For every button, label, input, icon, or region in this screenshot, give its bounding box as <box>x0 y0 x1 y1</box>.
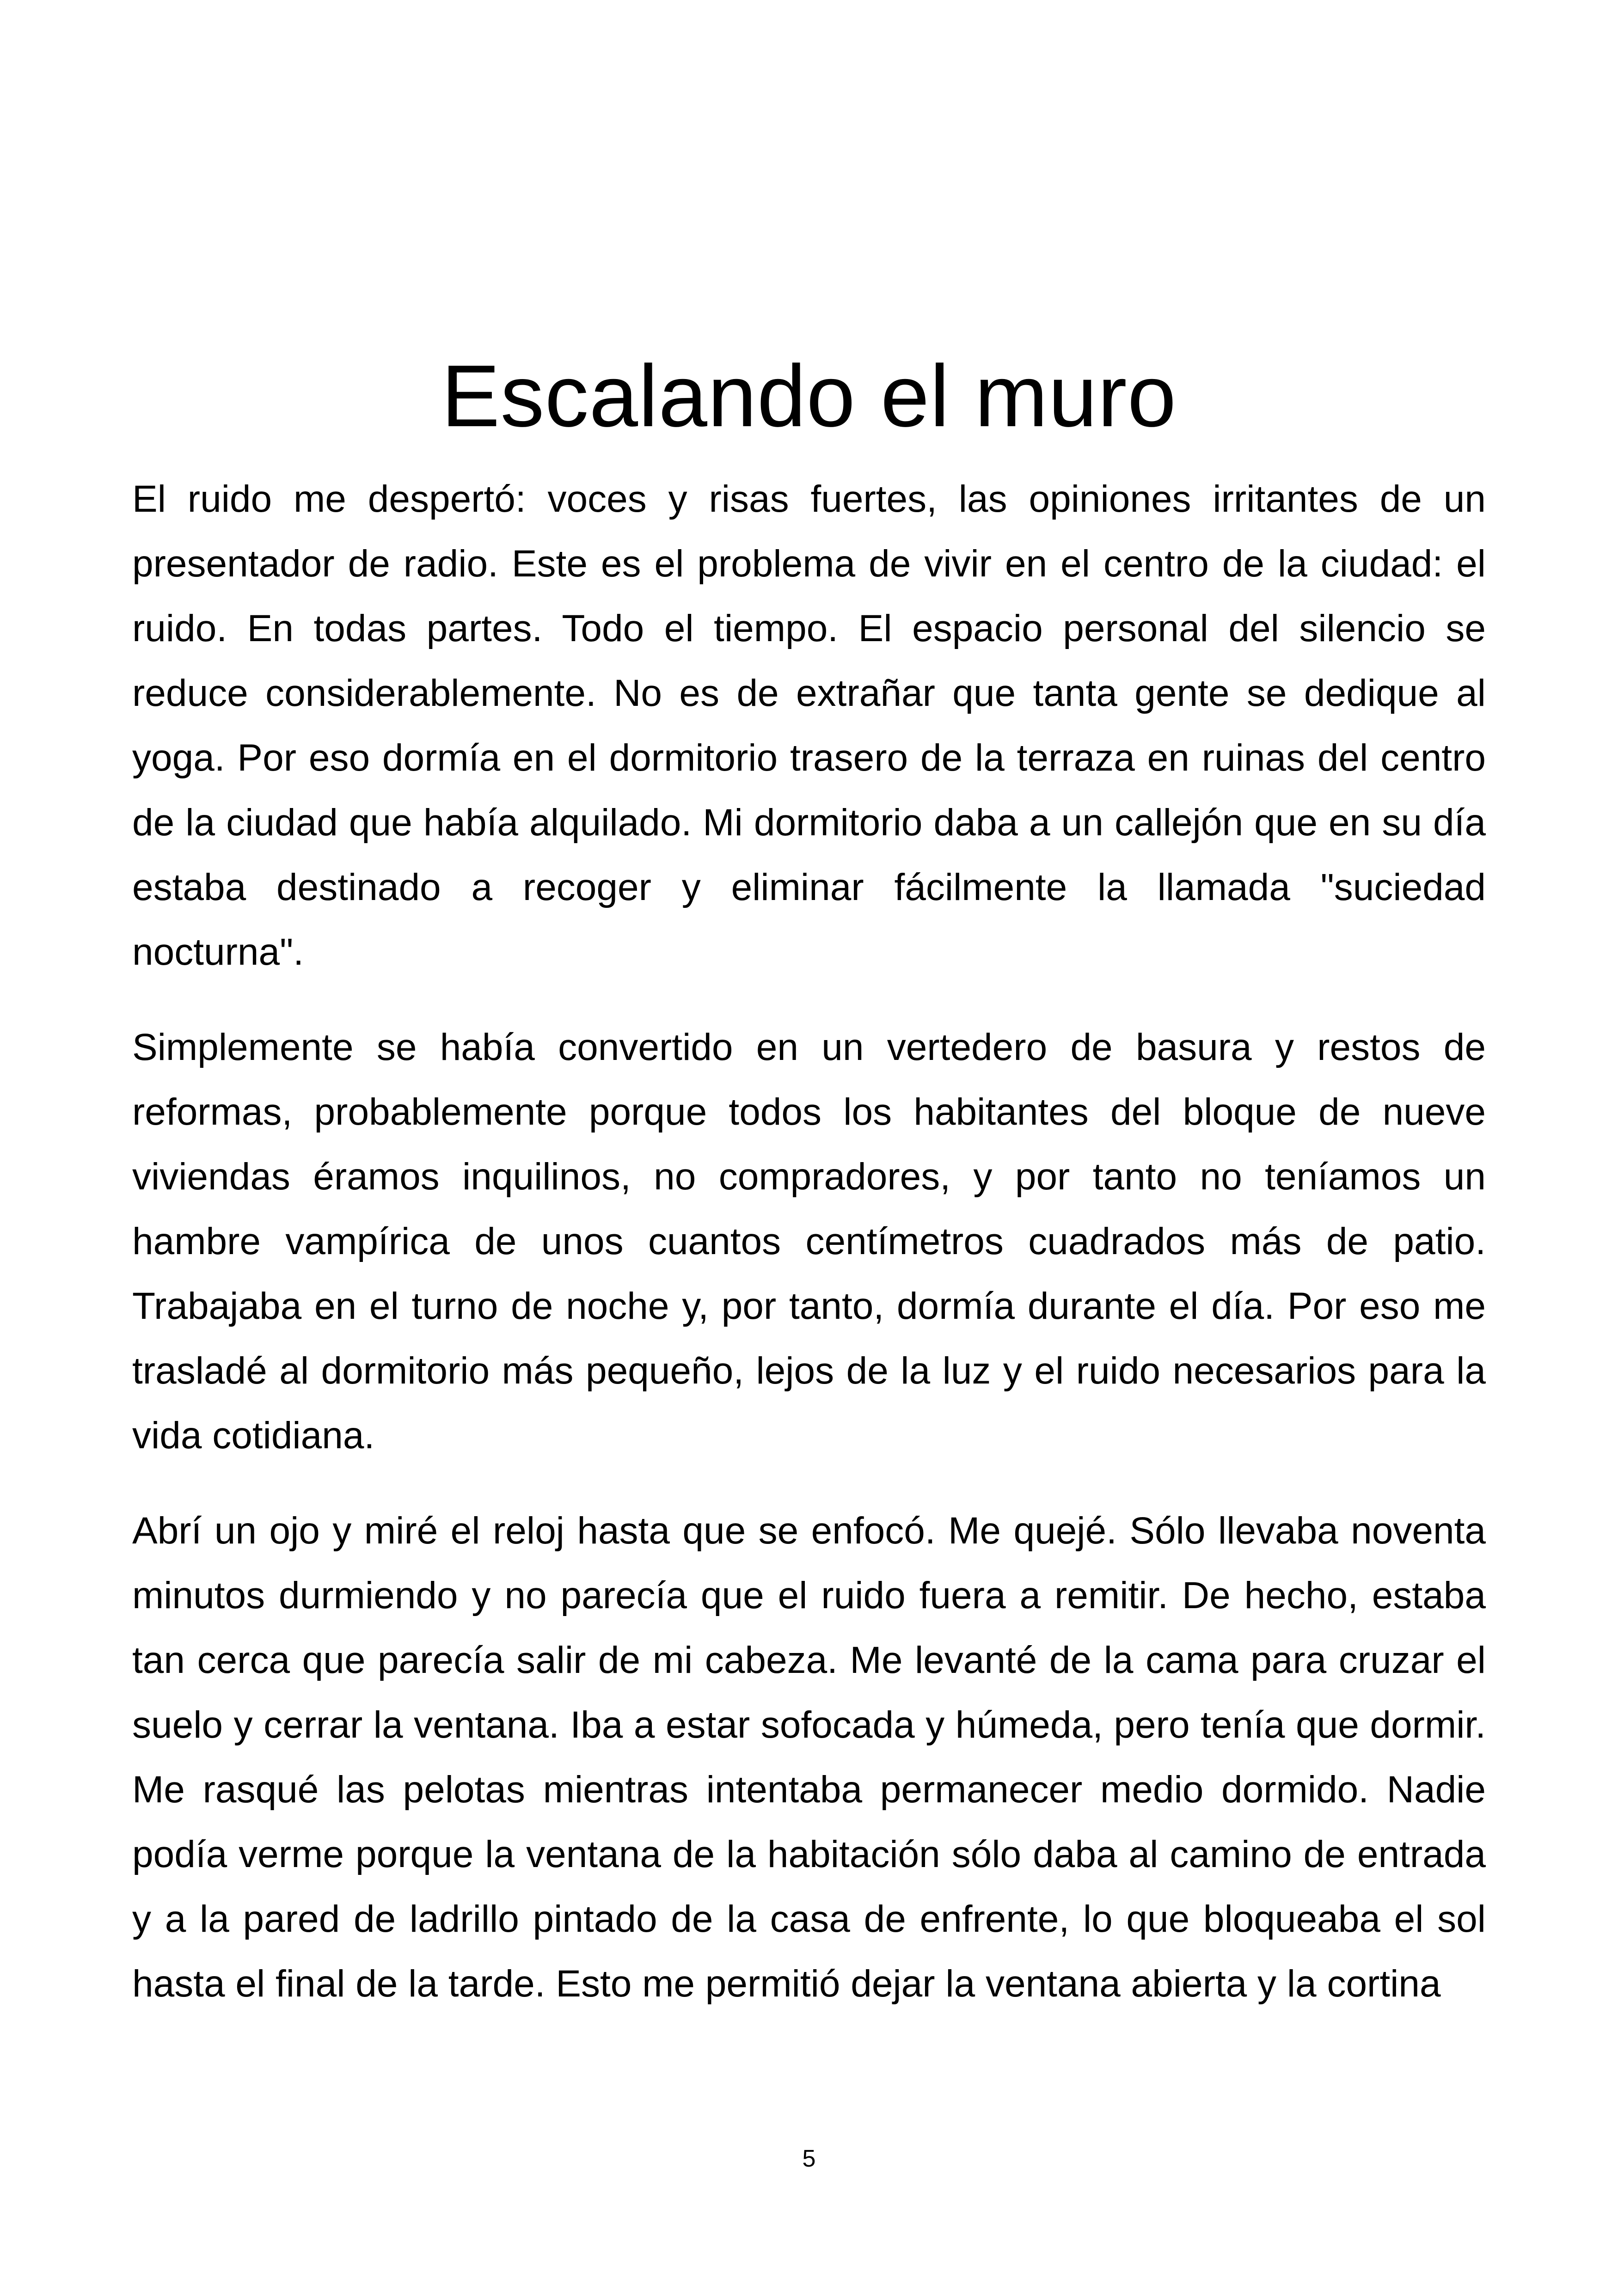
paragraph: El ruido me despertó: voces y risas fuertes, las opiniones irritantes de un presentador de radio. Este es el problema de vivir en el centro de la ciudad: el ruido. En todas partes. Todo el tiempo. El espacio personal del silencio se reduce considerablemente. No es de extrañar que tanta gente se dedique al yoga. Por eso dormía en el dormitorio trasero de la terraza en ruinas del centro de la ciudad que había alquilado. Mi dormitorio daba a un callejón que en su día estaba destinado a recoger y eliminar fácilmente la llamada "suciedad nocturna". <box>132 478 1486 973</box>
paragraph: Abrí un ojo y miré el reloj hasta que se enfocó. Me quejé. Sólo llevaba noventa minutos durmiendo y no parecía que el ruido fuera a remitir. De hecho, estaba tan cerca que parecía salir de mi cabeza. Me levanté de la cama para cruzar el suelo y cerrar la ventana. Iba a estar sofocada y húmeda, pero tenía que dormir. Me rasqué las pelotas mientras intentaba permanecer medio dormido. Nadie podía verme porque la ventana de la habitación sólo daba al camino de entrada y a la pared de ladrillo pintado de la casa de enfrente, lo que bloqueaba el sol hasta el final de la tarde. Esto me permitió dejar la ventana abierta y la cortina <box>132 1510 1486 2005</box>
body-text <box>132 467 1486 2047</box>
paragraph: Simplemente se había convertido en un vertedero de basura y restos de reformas, probablemente porque todos los habitantes del bloque de nueve viviendas éramos inquilinos, no compradores, y por tanto no teníamos un hambre vampírica de unos cuantos centímetros cuadrados más de patio. Trabajaba en el turno de noche y, por tanto, dormía durante el día. Por eso me trasladé al dormitorio más pequeño, lejos de la luz y el ruido necesarios para la vida cotidiana. <box>132 1026 1486 1457</box>
chapter-title: Escalando el muro <box>441 347 1177 446</box>
page-number: 5 <box>802 2145 816 2172</box>
